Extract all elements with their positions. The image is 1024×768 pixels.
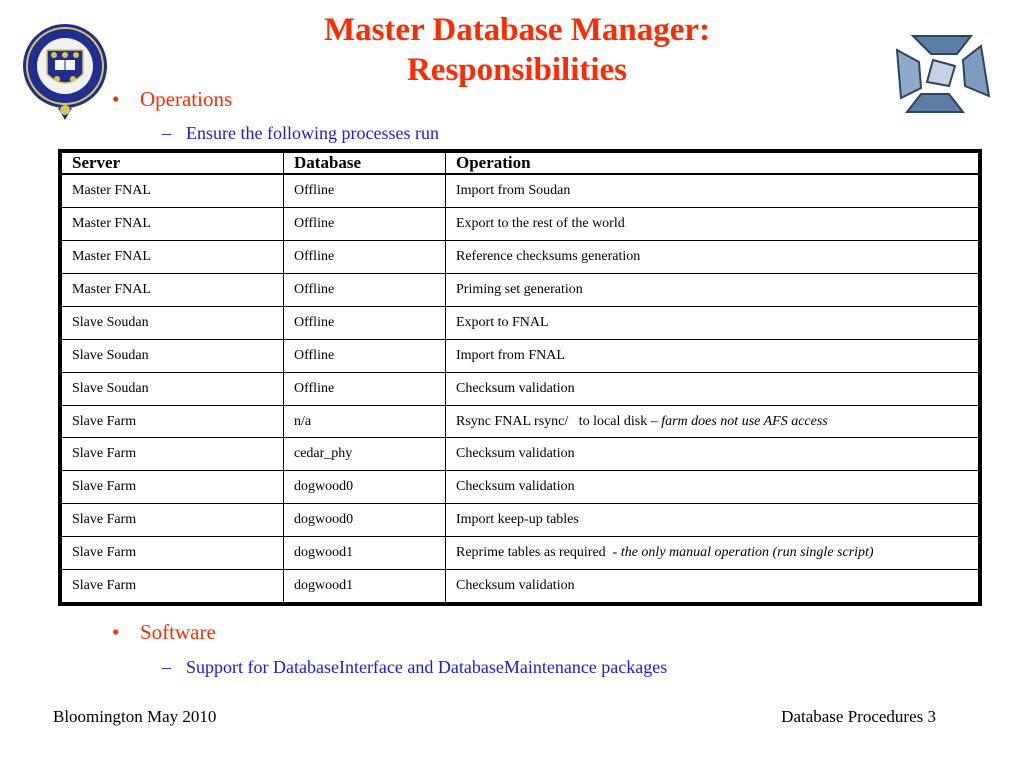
operation-text: Export to the rest of the world <box>456 216 625 232</box>
table-row <box>62 372 979 405</box>
bullet-operations <box>112 87 232 112</box>
table-row <box>62 471 979 504</box>
table-row <box>62 504 979 537</box>
cell-operation <box>446 372 979 405</box>
table-row <box>62 537 979 570</box>
cell-server: Master FNAL <box>62 174 284 208</box>
operation-text: Export to FNAL <box>456 314 549 330</box>
cell-database: Offline <box>284 372 446 405</box>
cell-server: Slave Farm <box>62 569 284 602</box>
cell-operation <box>446 174 979 208</box>
cell-operation <box>446 208 979 241</box>
cell-database: cedar_phy <box>284 438 446 471</box>
bullet-software-label: Software <box>140 620 216 644</box>
cell-database: Offline <box>284 208 446 241</box>
cell-database: Offline <box>284 339 446 372</box>
slide-title <box>230 10 804 90</box>
cell-database: Offline <box>284 241 446 274</box>
operation-text: Reference checksums generation <box>456 249 641 265</box>
operation-text: Import keep-up tables <box>456 512 579 528</box>
operation-text: Checksum validation <box>456 380 575 396</box>
table-row <box>62 174 979 208</box>
title-line-2: Responsibilities <box>406 52 628 88</box>
header-database: Database <box>284 153 446 175</box>
cell-database: dogwood1 <box>284 537 446 570</box>
operation-text: Import from Soudan <box>456 183 571 199</box>
cell-database: dogwood0 <box>284 471 446 504</box>
cell-database: Offline <box>284 306 446 339</box>
table-row <box>62 339 979 372</box>
cell-database: dogwood0 <box>284 504 446 537</box>
table-row <box>62 241 979 274</box>
operation-note: farm does not use AFS access <box>661 413 828 429</box>
bullet-dash: – <box>162 657 171 677</box>
table-row <box>62 274 979 307</box>
bullet-dot: • <box>112 87 120 111</box>
bullet-software-sub-label: Support for DatabaseInterface and DatabaseMaintenance packages <box>186 657 668 677</box>
table-header-row <box>62 153 979 175</box>
cell-server: Slave Farm <box>62 504 284 537</box>
cell-operation <box>446 274 979 307</box>
cell-operation <box>446 471 979 504</box>
table-row <box>62 405 979 438</box>
header-server: Server <box>62 153 284 175</box>
cell-server: Slave Soudan <box>62 339 284 372</box>
operation-note: the only manual operation (run single script) <box>620 545 874 561</box>
cell-database: Offline <box>284 274 446 307</box>
header-operation: Operation <box>446 153 979 175</box>
bullet-software <box>112 620 216 645</box>
minos-logo-icon <box>893 26 993 122</box>
bullet-dash: – <box>162 123 171 143</box>
bullet-software-sub <box>162 657 667 678</box>
operation-text: Priming set generation <box>456 282 583 298</box>
cell-operation <box>446 241 979 274</box>
table-row <box>62 306 979 339</box>
cell-operation <box>446 405 979 438</box>
operation-text: Checksum validation <box>456 446 575 462</box>
operation-text: Reprime tables as required - <box>456 545 621 561</box>
cell-database: dogwood1 <box>284 569 446 602</box>
cell-server: Slave Farm <box>62 405 284 438</box>
operation-text: Checksum validation <box>456 479 575 495</box>
table-body <box>62 174 979 603</box>
cell-server: Slave Soudan <box>62 372 284 405</box>
cell-operation <box>446 339 979 372</box>
cell-server: Slave Soudan <box>62 306 284 339</box>
footer-left: Bloomington May 2010 <box>53 707 217 726</box>
cell-operation <box>446 438 979 471</box>
operations-table <box>58 149 982 606</box>
operation-text: Checksum validation <box>456 577 575 593</box>
title-line-1: Master Database Manager: <box>323 12 711 48</box>
cell-server: Master FNAL <box>62 274 284 307</box>
bullet-operations-label: Operations <box>140 87 233 111</box>
table-row <box>62 208 979 241</box>
cell-database: Offline <box>284 174 446 208</box>
cell-operation <box>446 504 979 537</box>
oxford-crest-icon <box>20 22 110 124</box>
operation-text: Rsync FNAL rsync/ to local disk – <box>456 413 662 429</box>
cell-server: Master FNAL <box>62 241 284 274</box>
cell-operation <box>446 306 979 339</box>
cell-database: n/a <box>284 405 446 438</box>
cell-server: Slave Farm <box>62 438 284 471</box>
cell-server: Slave Farm <box>62 471 284 504</box>
footer-right: Database Procedures 3 <box>781 707 936 726</box>
operation-text: Import from FNAL <box>456 347 565 363</box>
cell-operation <box>446 537 979 570</box>
cell-server: Slave Farm <box>62 537 284 570</box>
table-row <box>62 569 979 602</box>
cell-server: Master FNAL <box>62 208 284 241</box>
cell-operation <box>446 569 979 602</box>
bullet-operations-sub-label: Ensure the following processes run <box>186 123 439 143</box>
table-row <box>62 438 979 471</box>
bullet-dot: • <box>112 620 120 644</box>
bullet-operations-sub <box>162 123 439 144</box>
